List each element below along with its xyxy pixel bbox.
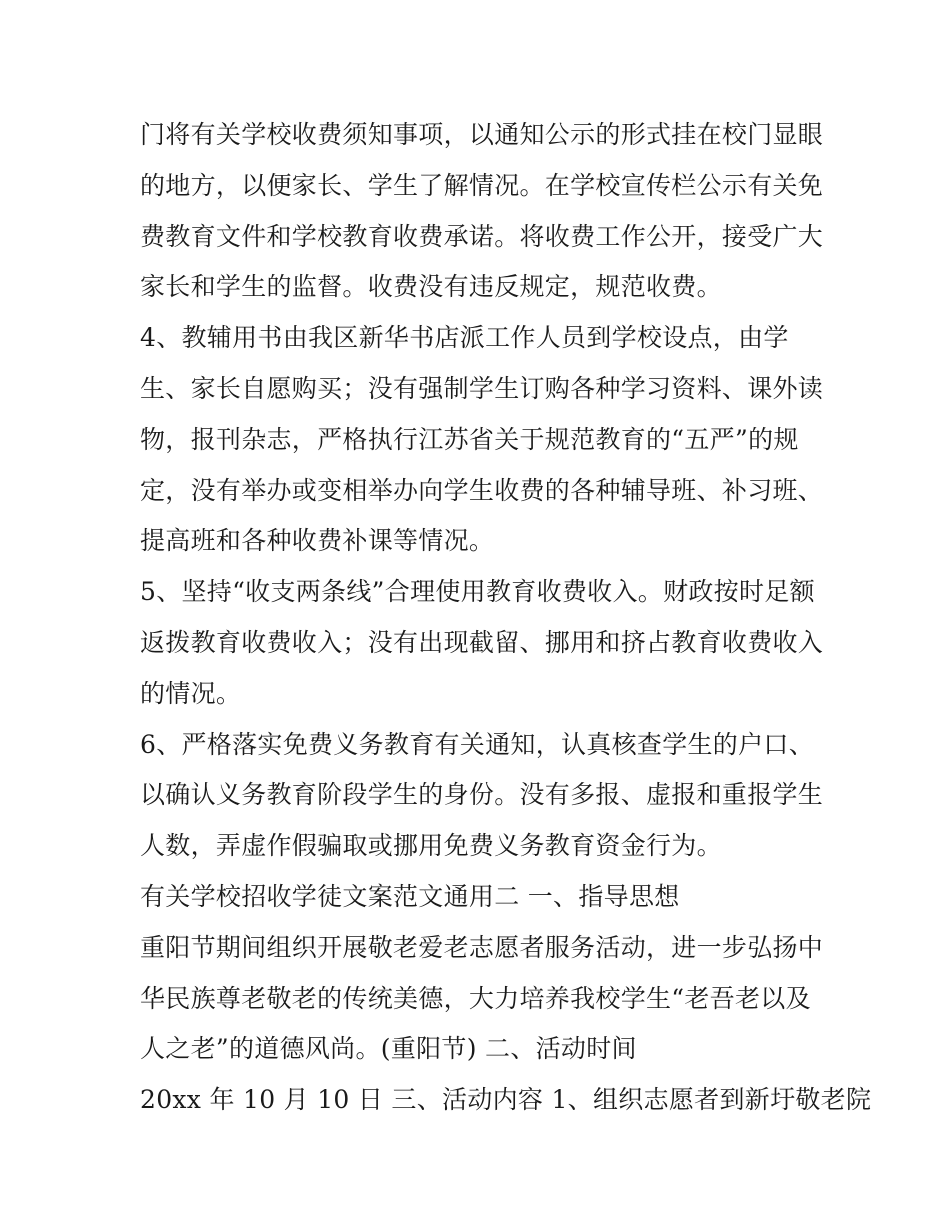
text-line: 门将有关学校收费须知事项，以通知公示的形式挂在校门显眼 <box>140 120 824 149</box>
text-line: 提高班和各种收费补课等情况。 <box>140 526 495 556</box>
text-line: 20xx 年 10 月 10 日 三、活动内容 1、组织志愿者到新圩敬老院 <box>140 1085 872 1115</box>
text-line: 生、家长自愿购买；没有强制学生订购各种学习资料、课外读 <box>140 373 824 403</box>
text-line: 以确认义务教育阶段学生的身份。没有多报、虚报和重报学生 <box>140 780 824 810</box>
text-line: 5、坚持“收支两条线”合理使用教育收费收入。财政按时足额 <box>140 577 815 607</box>
text-line: 人数，弄虚作假骗取或挪用免费义务教育资金行为。 <box>140 831 722 861</box>
text-line: 的地方，以便家长、学生了解情况。在学校宣传栏公示有关免 <box>140 170 824 200</box>
text-line: 重阳节期间组织开展敬老爱老志愿者服务活动，进一步弘扬中 <box>140 932 824 962</box>
text-line: 的情况。 <box>140 678 242 708</box>
text-line: 4、教辅用书由我区新华书店派工作人员到学校设点，由学 <box>140 323 789 353</box>
text-line: 定，没有举办或变相举办向学生收费的各种辅导班、补习班、 <box>140 475 824 505</box>
text-line: 费教育文件和学校教育收费承诺。将收费工作公开，接受广大 <box>140 221 824 251</box>
text-line: 华民族尊老敬老的传统美德，大力培养我校学生“老吾老以及 <box>140 983 811 1013</box>
section-heading-line: 有关学校招收学徒文案范文通用二 一、指导思想 <box>140 881 680 911</box>
text-line: 6、严格落实免费义务教育有关通知，认真核查学生的户口、 <box>140 729 815 759</box>
text-line: 返拨教育收费收入；没有出现截留、挪用和挤占教育收费收入 <box>140 627 824 657</box>
text-line: 家长和学生的监督。收费没有违反规定，规范收费。 <box>140 272 722 302</box>
text-line: 物，报刊杂志，严格执行江苏省关于规范教育的“五严”的规 <box>140 424 799 454</box>
text-line: 人之老”的道德风尚。(重阳节) 二、活动时间 <box>140 1034 637 1064</box>
document-body <box>140 110 872 1126</box>
